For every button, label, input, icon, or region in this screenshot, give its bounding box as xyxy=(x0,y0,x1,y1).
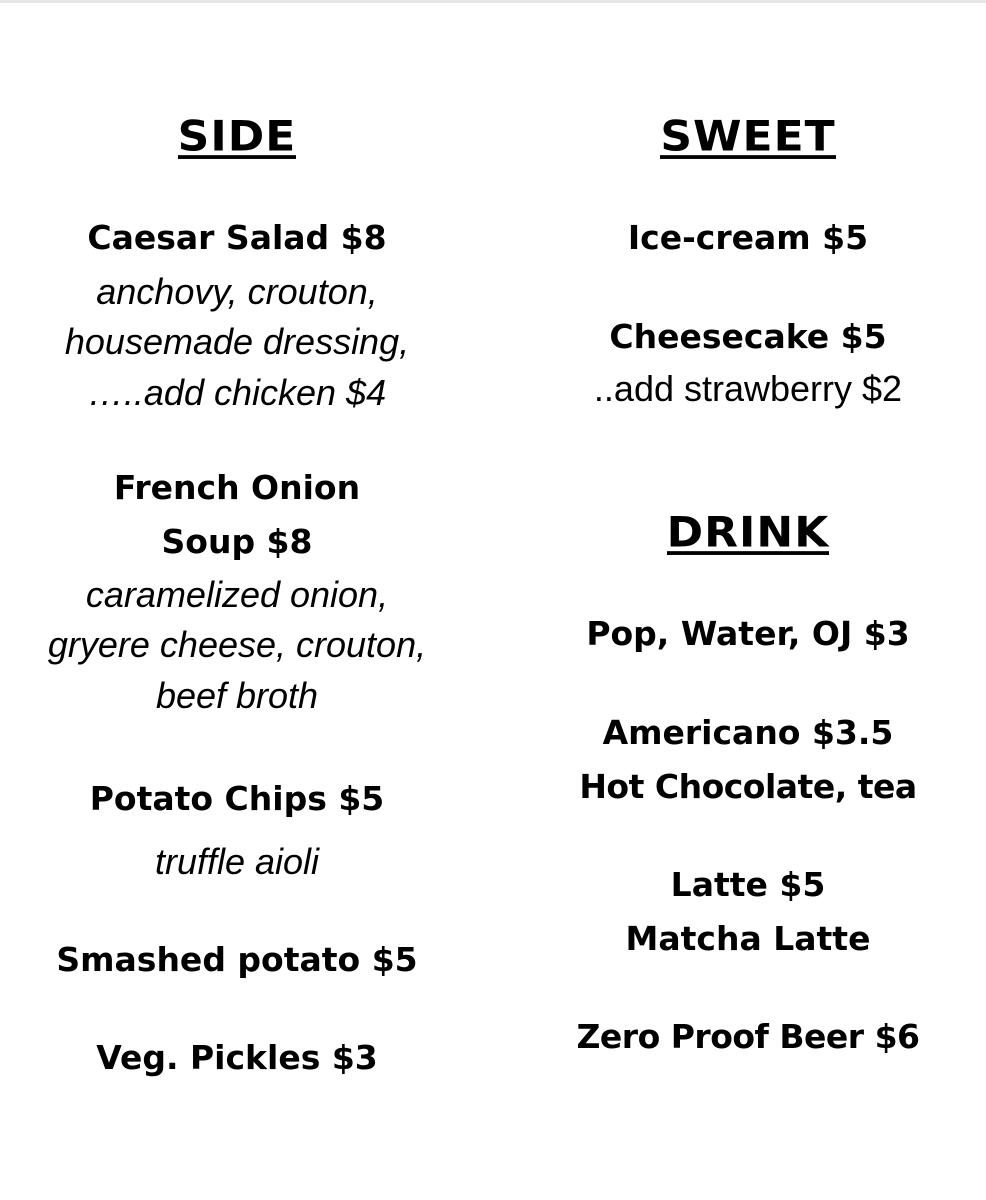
caesar-salad-desc-line-2: housemade dressing, xyxy=(64,321,410,362)
side-section-title xyxy=(22,112,452,162)
menu-item-french-onion-line-2: Soup $8 xyxy=(161,522,313,561)
menu-item-americano: Americano $3.5 xyxy=(602,713,894,752)
cheesecake-desc: ..add strawberry $2 xyxy=(593,368,903,409)
menu-item-pop-water-oj: Pop, Water, OJ $3 xyxy=(586,614,910,653)
menu-item-latte: Latte $5 xyxy=(670,865,826,904)
french-onion-desc-line-3: beef broth xyxy=(155,675,319,716)
menu-item-caesar-salad: Caesar Salad $8 xyxy=(87,218,387,257)
potato-chips-desc: truffle aioli xyxy=(154,841,320,882)
french-onion-desc-line-2: gryere cheese, crouton, xyxy=(47,624,427,665)
caesar-salad-desc-line-3: …..add chicken $4 xyxy=(87,372,387,413)
menu-item-smashed-potato: Smashed potato $5 xyxy=(56,940,418,979)
side-section-title-text: SIDE xyxy=(177,112,297,161)
menu-item-hot-chocolate-tea: Hot Chocolate, tea xyxy=(579,767,917,806)
menu-item-french-onion-line-1: French Onion xyxy=(113,468,361,507)
menu-item-zero-proof-beer: Zero Proof Beer $6 xyxy=(576,1017,920,1056)
menu-item-cheesecake: Cheesecake $5 xyxy=(609,317,887,356)
top-border xyxy=(0,0,986,3)
drink-section-title xyxy=(533,508,963,558)
sweet-section-title-text: SWEET xyxy=(660,112,836,161)
menu-item-matcha-latte: Matcha Latte xyxy=(625,919,871,958)
french-onion-desc-line-1: caramelized onion, xyxy=(85,574,389,615)
drink-section-title-text: DRINK xyxy=(666,508,830,557)
sweet-section-title xyxy=(533,112,963,162)
menu-item-veg-pickles: Veg. Pickles $3 xyxy=(96,1038,378,1077)
menu-item-potato-chips: Potato Chips $5 xyxy=(89,779,385,818)
caesar-salad-desc-line-1: anchovy, crouton, xyxy=(96,271,378,312)
menu-item-ice-cream: Ice-cream $5 xyxy=(627,218,869,257)
